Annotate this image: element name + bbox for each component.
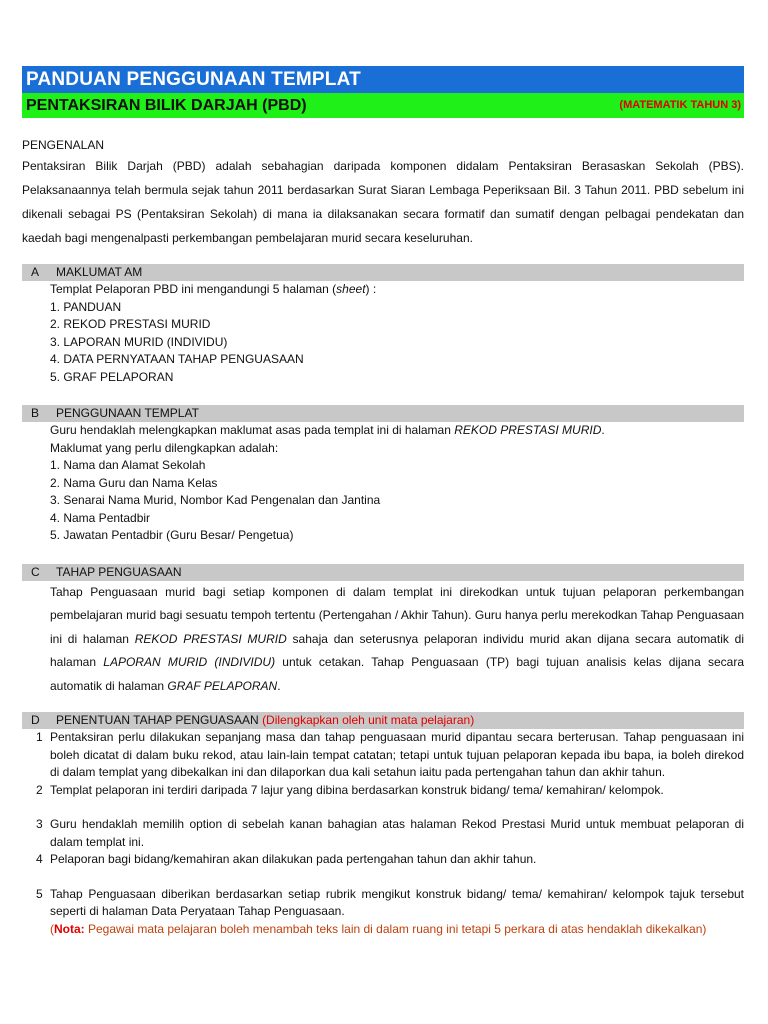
list-item: 3. Senarai Nama Murid, Nombor Kad Pengenalan dan Jantina bbox=[50, 493, 381, 507]
note-text: Pegawai mata pelajaran boleh menambah teks lain di dalam ruang ini tetapi 5 perkara di atas hendaklah dikekalkan bbox=[84, 921, 703, 936]
section-title-group bbox=[56, 712, 474, 729]
page-title: PANDUAN PENGGUNAAN TEMPLAT bbox=[26, 69, 361, 90]
list-item bbox=[22, 886, 744, 921]
section-b-body bbox=[22, 422, 744, 545]
section-title: MAKLUMAT AM bbox=[56, 265, 143, 279]
note-line bbox=[22, 921, 744, 939]
item-number: 5 bbox=[36, 886, 43, 901]
list-item: 3. LAPORAN MURID (INDIVIDU) bbox=[50, 334, 228, 349]
section-d-header bbox=[22, 712, 744, 729]
subtitle-bar bbox=[22, 93, 744, 118]
note-close: ) bbox=[702, 921, 707, 936]
list-item bbox=[22, 816, 744, 851]
item-number: 1 bbox=[36, 730, 43, 744]
intro-paragraph: Pentaksiran Bilik Darjah (PBD) adalah sebahagian daripada komponen didalam Pentaksiran Berasaskan Sekolah (PBS). Pelaksanaannya telah bermula sejak tahun 2011 berdasarkan Surat Siaran Lembaga Peperiksaan Bil. 3 Tahun 2011. PBD sebelum ini dikenali sebagai PS (Pentaksiran Sekolah) di mana ia dilaksanakan secara formatif dan sumatif dengan pelbagai pendekatan dan kaedah bagi mengenalpasti perkembangan pembelajaran murid secara keseluruhan. bbox=[22, 159, 744, 245]
paragraph-text: . bbox=[277, 678, 281, 693]
list-item: 5. GRAF PELAPORAN bbox=[50, 369, 174, 384]
section-c-paragraph bbox=[22, 581, 744, 699]
list-item: 2. REKOD PRESTASI MURID bbox=[50, 317, 211, 331]
paragraph-emphasis: LAPORAN MURID (INDIVIDU) bbox=[103, 655, 276, 669]
section-d-list bbox=[22, 729, 744, 938]
list-item bbox=[22, 729, 744, 782]
section-b-header bbox=[22, 405, 744, 422]
section-a-body bbox=[22, 281, 744, 386]
section-letter: A bbox=[31, 265, 40, 279]
paragraph-emphasis: GRAF PELAPORAN bbox=[167, 678, 278, 693]
section-a-intro bbox=[50, 281, 744, 299]
line-text: Guru hendaklah melengkapkan maklumat asas pada templat ini di halaman bbox=[50, 423, 455, 437]
page-title-bar bbox=[22, 66, 744, 93]
line-text-end: . bbox=[601, 423, 605, 437]
section-b-line1 bbox=[50, 422, 744, 440]
subject-label: (MATEMATIK TAHUN 3) bbox=[619, 99, 741, 111]
section-b-line2: Maklumat yang perlu dilengkapkan adalah: bbox=[50, 440, 279, 455]
item-number: 2 bbox=[36, 782, 43, 797]
item-text: Pentaksiran perlu dilakukan sepanjang masa dan tahap penguasaan murid dipantau secara berterusan. Tahap penguasaan ini boleh dicatat di dalam buku rekod, atau lain-lain tempat catatan; tetapi untuk tujuan pelaporan kepada ibu bapa, ia boleh direkod di dalam templat yang dibekalkan ini dan dilaporkan dua kali setahun iaitu pada pertengahan tahun dan akhir tahun. bbox=[50, 730, 744, 779]
list-item: 1. PANDUAN bbox=[50, 299, 122, 314]
list-item bbox=[22, 782, 744, 800]
intro-text: Templat Pelaporan PBD ini mengandungi 5 halaman ( bbox=[50, 282, 337, 296]
section-c-header bbox=[22, 564, 744, 581]
line-emphasis: REKOD PRESTASI MURID bbox=[454, 423, 602, 437]
item-text: Guru hendaklah memilih option di sebelah kanan bahagian atas halaman Rekod Prestasi Murid untuk membuat pelaporan di dalam templat ini. bbox=[50, 817, 744, 849]
section-title: TAHAP PENGUASAAN bbox=[56, 564, 182, 579]
list-item: 2. Nama Guru dan Nama Kelas bbox=[50, 475, 218, 490]
note-open: ( bbox=[50, 921, 54, 936]
intro-text-end: ) : bbox=[365, 282, 377, 296]
intro-heading: PENGENALAN bbox=[22, 138, 105, 152]
intro-emphasis: sheet bbox=[336, 282, 366, 296]
section-letter: C bbox=[31, 564, 40, 579]
paragraph-text: untuk cetakan. Tahap Penguasaan (TP) bagi tujuan analisis kelas dijana secara automatik di halaman bbox=[50, 655, 744, 693]
paragraph-emphasis: REKOD PRESTASI MURID bbox=[134, 631, 287, 646]
list-item: 5. Jawatan Pentadbir (Guru Besar/ Pengetua) bbox=[50, 528, 294, 542]
page-subtitle: PENTAKSIRAN BILIK DARJAH (PBD) bbox=[26, 97, 307, 114]
paragraph-text: Tahap Penguasaan murid bagi setiap komponen di dalam templat ini direkodkan untuk tujuan pelaporan perkembangan pembelajaran murid bagi sesuatu tempoh tertentu (Pertengahan / Akhir Tahun). Guru hanya perlu merekodkan Tahap Penguasaan ini di halaman bbox=[50, 584, 744, 646]
note-label: Nota: bbox=[54, 921, 85, 936]
guide-page bbox=[22, 66, 744, 938]
item-text: Pelaporan bagi bidang/kemahiran akan dilakukan pada pertengahan tahun dan akhir tahun. bbox=[50, 852, 537, 866]
item-number: 4 bbox=[36, 852, 43, 866]
item-text: Tahap Penguasaan diberikan berdasarkan setiap rubrik mengikut konstruk bidang/ tema/ kemahiran/ kelompok tajuk tersebut seperti di halaman Data Peryataan Tahap Penguasaan. bbox=[50, 886, 744, 918]
list-item bbox=[22, 851, 744, 869]
section-title: PENGGUNAAN TEMPLAT bbox=[56, 406, 199, 420]
item-number: 3 bbox=[36, 817, 43, 831]
item-text: Templat pelaporan ini terdiri daripada 7 lajur yang dibina berdasarkan konstruk bidang/ tema/ kemahiran/ kelompok. bbox=[50, 782, 664, 797]
section-letter: D bbox=[31, 713, 40, 727]
section-title: PENENTUAN TAHAP PENGUASAAN bbox=[56, 713, 259, 727]
list-item: 1. Nama dan Alamat Sekolah bbox=[50, 458, 206, 472]
section-letter: B bbox=[31, 406, 40, 420]
section-a-header bbox=[22, 264, 744, 281]
list-item: 4. Nama Pentadbir bbox=[50, 510, 151, 525]
section-title-note: (Dilengkapkan oleh unit mata pelajaran) bbox=[262, 713, 475, 727]
list-item: 4. DATA PERNYATAAN TAHAP PENGUASAAN bbox=[50, 352, 304, 366]
paragraph-text: sahaja dan seterusnya pelaporan individu murid akan dijana secara automatik di halaman bbox=[50, 631, 744, 669]
